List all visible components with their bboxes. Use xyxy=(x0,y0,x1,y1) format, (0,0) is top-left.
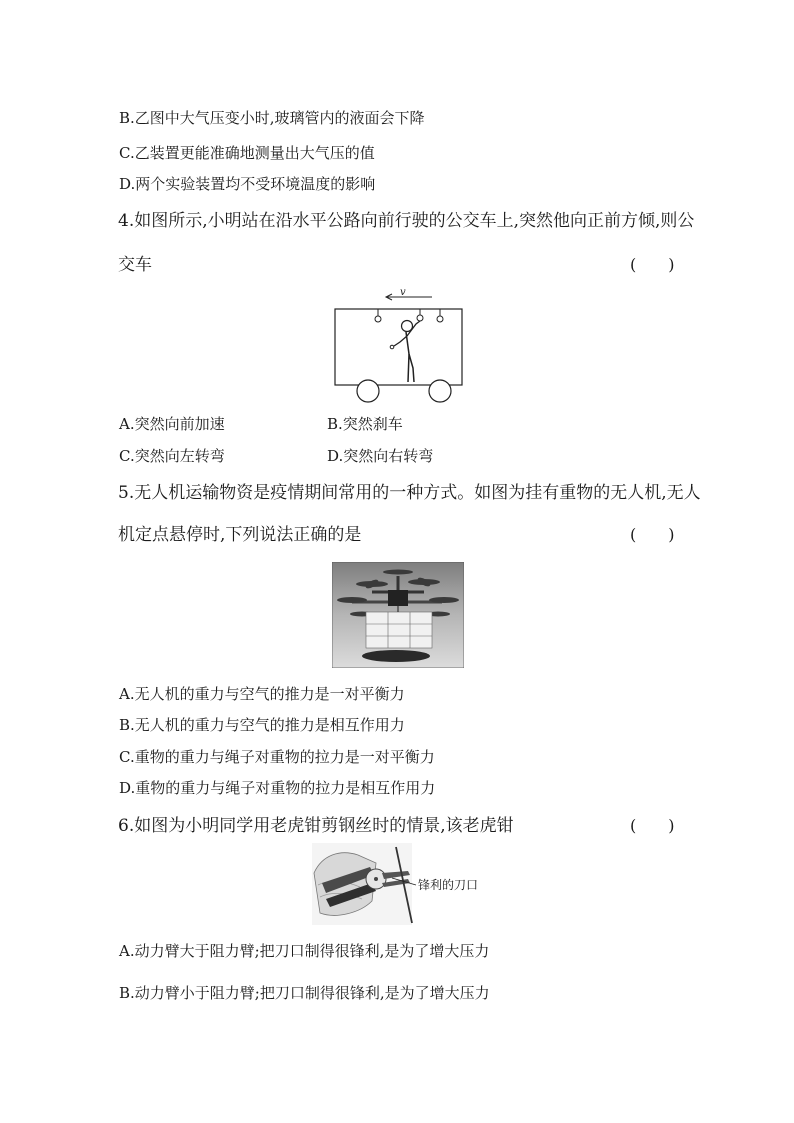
q3-option-c: C.乙装置更能准确地测量出大气压的值 xyxy=(119,144,375,162)
drone-body xyxy=(388,590,408,606)
q4-option-d: D.突然向右转弯 xyxy=(327,447,434,465)
q5-stem-line2: 机定点悬停时,下列说法正确的是 xyxy=(118,525,362,545)
q6-option-b: B.动力臂小于阻力臂;把刀口制得很锋利,是为了增大压力 xyxy=(119,984,490,1002)
q3-option-d: D.两个实验装置均不受环境温度的影响 xyxy=(119,175,376,193)
cargo-boxes xyxy=(366,612,432,648)
q5-option-c: C.重物的重力与绳子对重物的拉力是一对平衡力 xyxy=(119,748,435,766)
velocity-label: v xyxy=(400,287,406,298)
q5-stem-line1: 5.无人机运输物资是疫情期间常用的一种方式。如图为挂有重物的无人机,无人 xyxy=(118,483,701,503)
bus-wheel-front xyxy=(429,380,451,402)
q6-option-a: A.动力臂大于阻力臂;把刀口制得很锋利,是为了增大压力 xyxy=(119,942,490,960)
q3-option-b: B.乙图中大气压变小时,玻璃管内的液面会下降 xyxy=(119,109,425,127)
q6-answer-paren: ( ) xyxy=(630,816,675,835)
q4-stem-line1: 4.如图所示,小明站在沿水平公路向前行驶的公交车上,突然他向正前方倾,则公 xyxy=(118,211,695,231)
sharp-blade-label: 锋利的刀口 xyxy=(418,878,479,892)
q4-answer-paren: ( ) xyxy=(630,255,675,274)
bus-figure xyxy=(334,284,464,404)
q5-option-d: D.重物的重力与绳子对重物的拉力是相互作用力 xyxy=(119,779,436,797)
pliers-figure xyxy=(312,843,492,925)
q5-answer-paren: ( ) xyxy=(630,525,675,544)
q5-option-b: B.无人机的重力与空气的推力是相互作用力 xyxy=(119,716,405,734)
q4-option-c: C.突然向左转弯 xyxy=(119,447,225,465)
q4-option-b: B.突然刹车 xyxy=(327,415,403,433)
q4-stem-line2: 交车 xyxy=(118,255,152,275)
q4-option-a: A.突然向前加速 xyxy=(119,415,225,433)
q6-stem-line1: 6.如图为小明同学用老虎钳剪钢丝时的情景,该老虎钳 xyxy=(118,816,514,836)
bus-wheel-rear xyxy=(357,380,379,402)
drone-figure xyxy=(332,562,464,668)
q5-option-a: A.无人机的重力与空气的推力是一对平衡力 xyxy=(119,685,405,703)
